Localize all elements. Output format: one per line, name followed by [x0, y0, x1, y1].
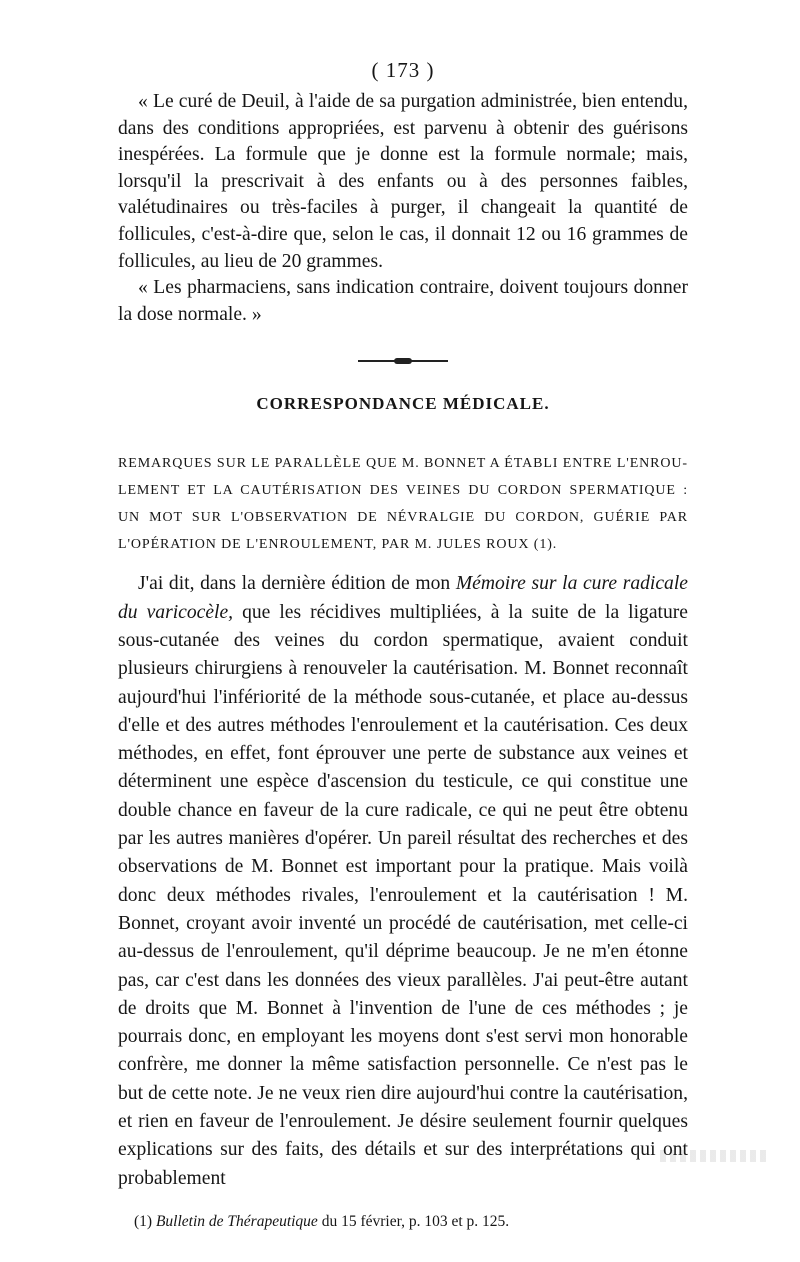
article-body	[118, 570, 688, 1193]
show-through-smudge	[660, 1150, 770, 1162]
body-paragraph	[118, 570, 688, 1193]
article-heading	[118, 450, 688, 558]
footnote-marker: (1)	[134, 1212, 156, 1230]
intro-quote	[118, 89, 688, 328]
intro-paragraph-1: « Le curé de Deuil, à l'aide de sa purgation administrée, bien entendu, dans des conditions appropriées, est parvenu à obtenir des guérisons inespérées. La formule que je donne est la formule normale; mais, lorsqu'il la prescrivait à des enfants ou à des personnes faibles, valétudinaires ou très-faciles à purger, il changeait la quantité de follicules, c'est-à-dire que, selon le cas, il donnait 12 ou 16 grammes de follicules, au lieu de 20 grammes.	[118, 91, 688, 272]
body-text-start: J'ai dit, dans la dernière édition de mon	[138, 573, 456, 595]
footnote	[118, 1213, 688, 1231]
article-heading-line-3: UN MOT SUR L'OBSERVATION DE NÉVRALGIE DU CORDON, GUÉRIE PAR	[118, 510, 688, 526]
ornamental-divider	[358, 358, 448, 364]
divider-ornament	[394, 358, 412, 364]
memoir-title: Mémoire sur la cure radicale du varicocèle,	[118, 573, 688, 623]
article-heading-line-2: LEMENT ET LA CAUTÉRISATION DES VEINES DU CORDON SPERMATIQUE :	[118, 483, 688, 499]
footnote-journal: Bulletin de Thérapeutique	[155, 1212, 318, 1230]
footnote-reference: du 15 février, p. 103 et p. 125.	[317, 1212, 510, 1230]
page-number: ( 173 )	[371, 58, 435, 82]
article-heading-line-4: L'OPÉRATION DE L'ENROULEMENT, PAR M. JULES ROUX (1).	[118, 537, 558, 553]
body-text-rest: que les récidives multipliées, à la suite de la ligature sous-cutanée des veines du cordon spermatique, avaient conduit plusieurs chirurgiens à renouveler la cautérisation. M. Bonnet reconnaît aujourd'hui l'infériorité de la méthode sous-cutanée, et place au-dessus d'elle et des autres méthodes l'enroulement et la cautérisation. Ces deux méthodes, en effet, font éprouver une perte de substance aux veines et déterminent une espèce d'ascension du testicule, ce qui constitue une double chance en faveur de la cure radicale, ce qui ne peut être obtenu par les autres manières d'opérer. Un pareil résultat des recherches et des observations de M. Bonnet est important pour la pratique. Mais voilà donc deux méthodes rivales, l'enroulement et la cautérisation ! M. Bonnet, croyant avoir inventé un procédé de cautérisation, met celle-ci au-dessus de l'enroulement, qu'il déprime beaucoup. Je ne m'en étonne pas, car c'est dans les données des vieux parallèles. J'ai peut-être autant de droits que M. Bonnet à l'invention de l'une de ces méthodes ; je pourrais donc, en employant les moyens dont s'est servi mon honorable confrère, me donner la même satisfaction personnelle. Ce n'est pas le but de cette note. Je ne veux rien dire aujourd'hui contre la cautérisation, et rien en faveur de l'enroulement. Je désire seulement fournir quelques explications sur des faits, des détails et sur des interprétations qui ont probablement	[118, 601, 688, 1189]
article-heading-line-1: REMARQUES SUR LE PARALLÈLE QUE M. BONNET A ÉTABLI ENTRE L'ENROU-	[118, 456, 688, 472]
section-title: CORRESPONDANCE MÉDICALE.	[256, 394, 550, 414]
intro-paragraph-2: « Les pharmaciens, sans indication contraire, doivent toujours donner la dose normale. »	[118, 277, 688, 325]
page	[118, 58, 688, 1231]
